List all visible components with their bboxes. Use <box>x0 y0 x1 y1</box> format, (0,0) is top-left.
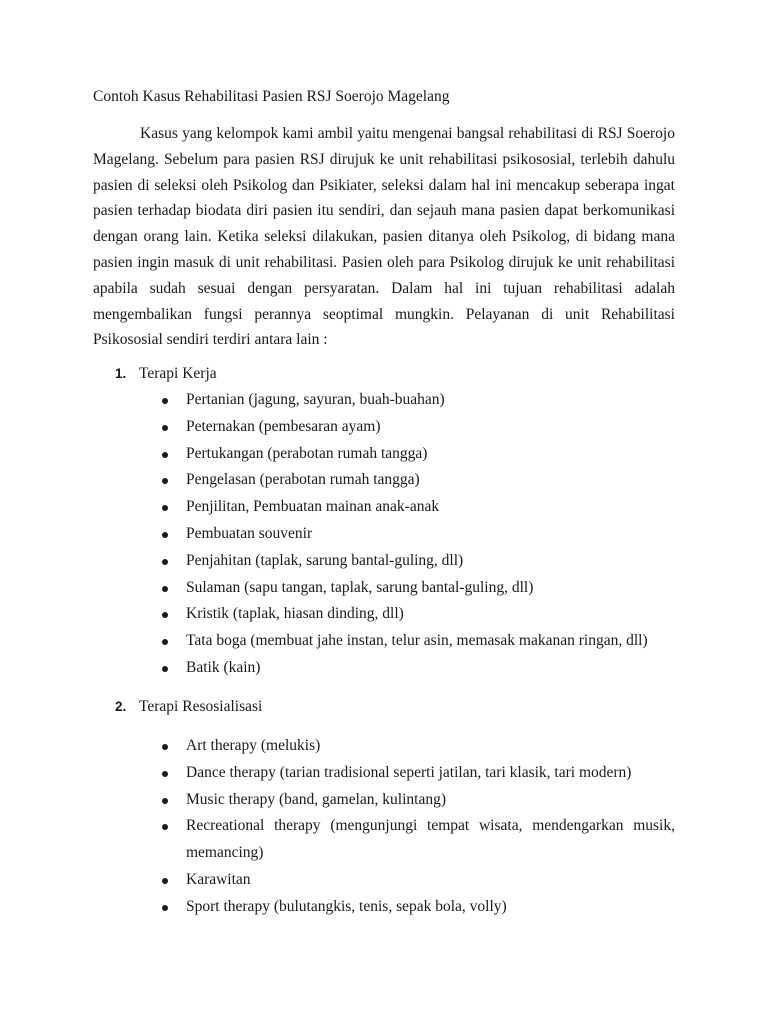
list-item: Pengelasan (perabotan rumah tangga) <box>160 467 675 494</box>
list-item: Batik (kain) <box>160 655 675 682</box>
bullet-icon <box>162 612 168 618</box>
list-item: Peternakan (pembesaran ayam) <box>160 414 675 441</box>
list-item: Penjahitan (taplak, sarung bantal-guling, dll) <box>160 548 675 575</box>
bullet-icon <box>162 744 168 750</box>
list-item: Penjilitan, Pembuatan mainan anak-anak <box>160 494 675 521</box>
bullet-icon <box>162 878 168 884</box>
document-title: Contoh Kasus Rehabilitasi Pasien RSJ Soerojo Magelang <box>93 88 450 105</box>
bullet-icon <box>162 798 168 804</box>
terapi-kerja-list <box>160 387 675 682</box>
section-heading-terapi-kerja <box>115 363 217 385</box>
bullet-icon <box>162 425 168 431</box>
section-title: Terapi Resosialisasi <box>139 698 263 715</box>
list-item: Sulaman (sapu tangan, taplak, sarung bantal-guling, dll) <box>160 575 675 602</box>
list-item: Kristik (taplak, hiasan dinding, dll) <box>160 601 675 628</box>
bullet-icon <box>162 771 168 777</box>
terapi-resosialisasi-list <box>160 733 675 921</box>
list-item: Music therapy (band, gamelan, kulintang) <box>160 787 675 814</box>
intro-paragraph: Kasus yang kelompok kami ambil yaitu mengenai bangsal rehabilitasi di RSJ Soerojo Magelang. Sebelum para pasien RSJ dirujuk ke unit rehabilitasi psikososial, terlebih dahulu pasien di seleksi oleh Psikolog dan Psikiater, seleksi dalam hal ini mencakup seberapa ingat pasien terhadap biodata diri pasien itu sendiri, dan sejauh mana pasien dapat berkomunikasi dengan orang lain. Ketika seleksi dilakukan, pasien ditanya oleh Psikolog, di bidang mana pasien ingin masuk di unit rehabilitasi. Pasien oleh para Psikolog dirujuk ke unit rehabilitasi apabila sudah sesuai dengan persyaratan. Dalam hal ini tujuan rehabilitasi adalah mengembalikan fungsi perannya seoptimal mungkin. Pelayanan di unit Rehabilitasi Psikososial sendiri terdiri antara lain : <box>93 125 675 349</box>
bullet-icon <box>162 452 168 458</box>
list-item: Pertukangan (perabotan rumah tangga) <box>160 441 675 468</box>
section-title: Terapi Kerja <box>139 365 217 382</box>
list-item: Pertanian (jagung, sayuran, buah-buahan) <box>160 387 675 414</box>
bullet-icon <box>162 666 168 672</box>
bullet-icon <box>162 478 168 484</box>
section-number: 2. <box>115 699 127 714</box>
list-item: Pembuatan souvenir <box>160 521 675 548</box>
bullet-icon <box>162 505 168 511</box>
bullet-icon <box>162 639 168 645</box>
list-item: Karawitan <box>160 867 675 894</box>
list-item: Tata boga (membuat jahe instan, telur asin, memasak makanan ringan, dll) <box>160 628 675 655</box>
bullet-icon <box>162 905 168 911</box>
list-item: Art therapy (melukis) <box>160 733 675 760</box>
section-heading-terapi-resosialisasi <box>115 696 262 718</box>
bullet-icon <box>162 559 168 565</box>
list-item: Dance therapy (tarian tradisional seperti jatilan, tari klasik, tari modern) <box>160 760 675 787</box>
bullet-icon <box>162 398 168 404</box>
list-item: Sport therapy (bulutangkis, tenis, sepak bola, volly) <box>160 894 675 921</box>
section-number: 1. <box>115 366 127 381</box>
bullet-icon <box>162 824 168 830</box>
bullet-icon <box>162 586 168 592</box>
list-item: Recreational therapy (mengunjungi tempat wisata, mendengarkan musik, memancing) <box>160 813 675 867</box>
bullet-icon <box>162 532 168 538</box>
